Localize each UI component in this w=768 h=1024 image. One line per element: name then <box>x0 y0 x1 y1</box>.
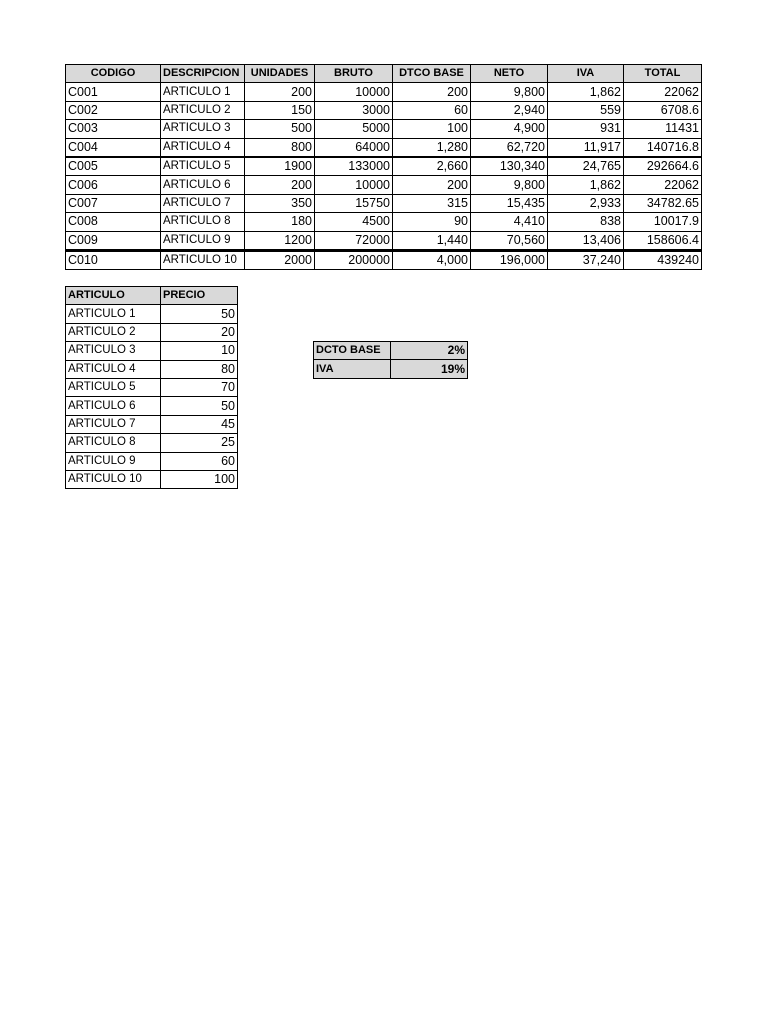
cell-descripcion[interactable]: ARTICULO 8 <box>161 213 245 231</box>
table-row <box>66 138 702 157</box>
cell-bruto[interactable]: 10000 <box>315 176 393 194</box>
cell-descripcion[interactable]: ARTICULO 3 <box>161 120 245 138</box>
list-item <box>66 342 238 360</box>
cell-bruto[interactable]: 64000 <box>315 138 393 157</box>
list-item <box>66 360 238 378</box>
cell-total[interactable]: 140716.8 <box>624 138 702 157</box>
cell-neto[interactable]: 196,000 <box>471 250 548 269</box>
cell-codigo[interactable]: C007 <box>66 194 161 212</box>
cell-bruto[interactable]: 3000 <box>315 101 393 119</box>
cell-descripcion[interactable]: ARTICULO 1 <box>161 83 245 101</box>
cell-codigo[interactable]: C004 <box>66 138 161 157</box>
cell-dtco-base[interactable]: 200 <box>393 83 471 101</box>
param-row-iva <box>314 360 468 378</box>
cell-precio[interactable]: 20 <box>161 323 238 341</box>
header-dtco-base[interactable]: DTCO BASE <box>393 65 471 83</box>
cell-descripcion[interactable]: ARTICULO 5 <box>161 157 245 176</box>
cell-bruto[interactable]: 15750 <box>315 194 393 212</box>
table-row <box>66 83 702 101</box>
table-row <box>66 101 702 119</box>
cell-total[interactable]: 6708.6 <box>624 101 702 119</box>
cell-iva[interactable]: 1,862 <box>548 176 624 194</box>
cell-iva[interactable]: 559 <box>548 101 624 119</box>
cell-iva[interactable]: 2,933 <box>548 194 624 212</box>
list-item <box>66 323 238 341</box>
cell-codigo[interactable]: C006 <box>66 176 161 194</box>
header-bruto[interactable]: BRUTO <box>315 65 393 83</box>
cell-articulo[interactable]: ARTICULO 8 <box>66 434 161 452</box>
cell-iva[interactable]: 37,240 <box>548 250 624 269</box>
cell-dtco-base[interactable]: 90 <box>393 213 471 231</box>
cell-iva[interactable]: 24,765 <box>548 157 624 176</box>
cell-descripcion[interactable]: ARTICULO 4 <box>161 138 245 157</box>
cell-descripcion[interactable]: ARTICULO 9 <box>161 231 245 250</box>
dcto-base-label[interactable]: DCTO BASE <box>314 342 391 360</box>
cell-precio[interactable]: 80 <box>161 360 238 378</box>
cell-total[interactable]: 439240 <box>624 250 702 269</box>
sales-table <box>65 64 702 270</box>
cell-dtco-base[interactable]: 2,660 <box>393 157 471 176</box>
header-descripcion[interactable]: DESCRIPCION <box>161 65 245 83</box>
cell-iva[interactable]: 13,406 <box>548 231 624 250</box>
cell-dtco-base[interactable]: 100 <box>393 120 471 138</box>
cell-precio[interactable]: 25 <box>161 434 238 452</box>
iva-label[interactable]: IVA <box>314 360 391 378</box>
cell-articulo[interactable]: ARTICULO 10 <box>66 470 161 488</box>
param-row-dcto <box>314 342 468 360</box>
cell-precio[interactable]: 50 <box>161 397 238 415</box>
cell-neto[interactable]: 9,800 <box>471 83 548 101</box>
table-row <box>66 213 702 231</box>
header-iva[interactable]: IVA <box>548 65 624 83</box>
cell-neto[interactable]: 62,720 <box>471 138 548 157</box>
table-row <box>66 194 702 212</box>
list-item <box>66 434 238 452</box>
cell-neto[interactable]: 15,435 <box>471 194 548 212</box>
cell-precio[interactable]: 45 <box>161 415 238 433</box>
cell-unidades[interactable]: 200 <box>245 83 315 101</box>
cell-bruto[interactable]: 10000 <box>315 83 393 101</box>
cell-bruto[interactable]: 4500 <box>315 213 393 231</box>
cell-total[interactable]: 22062 <box>624 176 702 194</box>
cell-descripcion[interactable]: ARTICULO 6 <box>161 176 245 194</box>
cell-dtco-base[interactable]: 1,440 <box>393 231 471 250</box>
cell-articulo[interactable]: ARTICULO 1 <box>66 305 161 323</box>
cell-total[interactable]: 34782.65 <box>624 194 702 212</box>
cell-unidades[interactable]: 500 <box>245 120 315 138</box>
cell-neto[interactable]: 4,900 <box>471 120 548 138</box>
cell-bruto[interactable]: 72000 <box>315 231 393 250</box>
sales-table-header <box>66 65 702 83</box>
header-unidades[interactable]: UNIDADES <box>245 65 315 83</box>
cell-neto[interactable]: 70,560 <box>471 231 548 250</box>
price-table <box>65 286 238 489</box>
list-item <box>66 415 238 433</box>
cell-iva[interactable]: 838 <box>548 213 624 231</box>
price-table-header <box>66 287 238 305</box>
header-codigo[interactable]: CODIGO <box>66 65 161 83</box>
cell-total[interactable]: 158606.4 <box>624 231 702 250</box>
cell-unidades[interactable]: 350 <box>245 194 315 212</box>
cell-unidades[interactable]: 1900 <box>245 157 315 176</box>
header-total[interactable]: TOTAL <box>624 65 702 83</box>
cell-descripcion[interactable]: ARTICULO 10 <box>161 250 245 269</box>
cell-precio[interactable]: 100 <box>161 470 238 488</box>
header-articulo[interactable]: ARTICULO <box>66 287 161 305</box>
table-row <box>66 231 702 250</box>
cell-codigo[interactable]: C001 <box>66 83 161 101</box>
cell-dtco-base[interactable]: 1,280 <box>393 138 471 157</box>
cell-unidades[interactable]: 800 <box>245 138 315 157</box>
cell-bruto[interactable]: 5000 <box>315 120 393 138</box>
cell-codigo[interactable]: C009 <box>66 231 161 250</box>
cell-descripcion[interactable]: ARTICULO 7 <box>161 194 245 212</box>
cell-total[interactable]: 22062 <box>624 83 702 101</box>
cell-precio[interactable]: 60 <box>161 452 238 470</box>
cell-neto[interactable]: 4,410 <box>471 213 548 231</box>
cell-total[interactable]: 292664.6 <box>624 157 702 176</box>
cell-total[interactable]: 11431 <box>624 120 702 138</box>
cell-articulo[interactable]: ARTICULO 4 <box>66 360 161 378</box>
cell-bruto[interactable]: 133000 <box>315 157 393 176</box>
cell-codigo[interactable]: C003 <box>66 120 161 138</box>
cell-articulo[interactable]: ARTICULO 5 <box>66 378 161 396</box>
parameters-table <box>313 341 468 379</box>
cell-precio[interactable]: 50 <box>161 305 238 323</box>
table-row <box>66 157 702 176</box>
cell-bruto[interactable]: 200000 <box>315 250 393 269</box>
cell-codigo[interactable]: C005 <box>66 157 161 176</box>
list-item <box>66 470 238 488</box>
header-precio[interactable]: PRECIO <box>161 287 238 305</box>
cell-total[interactable]: 10017.9 <box>624 213 702 231</box>
list-item <box>66 378 238 396</box>
cell-descripcion[interactable]: ARTICULO 2 <box>161 101 245 119</box>
cell-articulo[interactable]: ARTICULO 3 <box>66 342 161 360</box>
cell-codigo[interactable]: C002 <box>66 101 161 119</box>
cell-unidades[interactable]: 1200 <box>245 231 315 250</box>
cell-dtco-base[interactable]: 200 <box>393 176 471 194</box>
cell-iva[interactable]: 11,917 <box>548 138 624 157</box>
cell-neto[interactable]: 9,800 <box>471 176 548 194</box>
cell-articulo[interactable]: ARTICULO 6 <box>66 397 161 415</box>
list-item <box>66 397 238 415</box>
cell-dtco-base[interactable]: 60 <box>393 101 471 119</box>
iva-value[interactable]: 19% <box>391 360 468 378</box>
cell-codigo[interactable]: C010 <box>66 250 161 269</box>
cell-articulo[interactable]: ARTICULO 9 <box>66 452 161 470</box>
cell-precio[interactable]: 10 <box>161 342 238 360</box>
cell-codigo[interactable]: C008 <box>66 213 161 231</box>
cell-unidades[interactable]: 150 <box>245 101 315 119</box>
cell-neto[interactable]: 2,940 <box>471 101 548 119</box>
cell-dtco-base[interactable]: 4,000 <box>393 250 471 269</box>
table-row <box>66 176 702 194</box>
cell-iva[interactable]: 1,862 <box>548 83 624 101</box>
list-item <box>66 452 238 470</box>
cell-precio[interactable]: 70 <box>161 378 238 396</box>
cell-neto[interactable]: 130,340 <box>471 157 548 176</box>
header-neto[interactable]: NETO <box>471 65 548 83</box>
table-row <box>66 250 702 269</box>
table-row <box>66 120 702 138</box>
dcto-base-value[interactable]: 2% <box>391 342 468 360</box>
cell-dtco-base[interactable]: 315 <box>393 194 471 212</box>
cell-articulo[interactable]: ARTICULO 7 <box>66 415 161 433</box>
cell-unidades[interactable]: 2000 <box>245 250 315 269</box>
cell-articulo[interactable]: ARTICULO 2 <box>66 323 161 341</box>
cell-iva[interactable]: 931 <box>548 120 624 138</box>
cell-unidades[interactable]: 180 <box>245 213 315 231</box>
cell-unidades[interactable]: 200 <box>245 176 315 194</box>
list-item <box>66 305 238 323</box>
